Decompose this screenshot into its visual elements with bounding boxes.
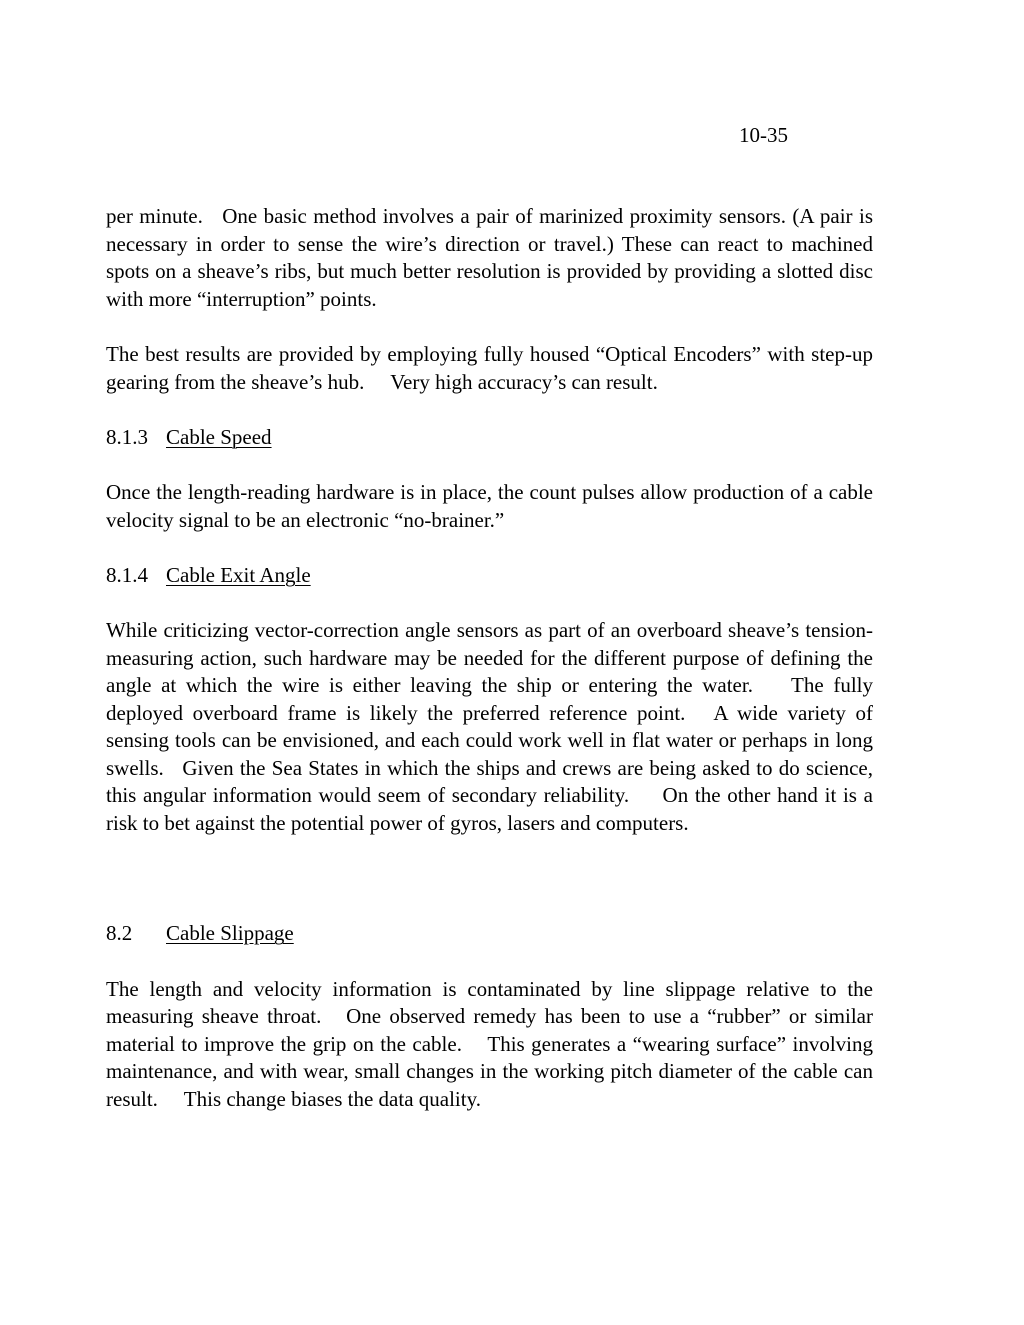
spacer [106, 396, 873, 424]
page-number: 10-35 [739, 123, 788, 147]
section-number: 8.2 [106, 921, 133, 946]
spacer [106, 534, 873, 562]
section-heading-cable-speed [106, 424, 873, 452]
paragraph-angle-sensors: While criticizing vector-correction angle sensors as part of an overboard sheave’s tension-measuring action, such hardware may be needed for the different purpose of defining the angle at which the wire is either leaving the ship or entering the water. The fully deployed overboard frame is likely the preferred reference point. A wide variety of sensing tools can be envisioned, and each could work well in flat water or perhaps in long swells. Given the Sea States in which the ships and crews are being asked to do science, this angular information would seem of secondary reliability. On the other hand it is a risk to bet against the potential power of gyros, lasers and computers. [106, 617, 879, 836]
section-heading-cable-exit-angle [106, 562, 873, 590]
paragraph-optical-encoders: The best results are provided by employing fully housed “Optical Encoders” with step-up gearing from the sheave’s hub. Very high accuracy’s can result. [106, 341, 879, 394]
spacer [106, 313, 873, 341]
section-heading-cable-slippage [106, 920, 873, 948]
paragraph-proximity-sensors: per minute. One basic method involves a pair of marinized proximity sensors. (A pair is necessary in order to sense the wire’s direction or travel.) These can react to machined spots on a sheave’s ribs, but much better resolution is provided by providing a slotted disc with more “interruption” points. [106, 204, 879, 311]
page-body [106, 203, 879, 1114]
spacer [106, 589, 873, 617]
spacer [106, 948, 873, 976]
section-title: Cable Exit Angle [166, 562, 311, 587]
section-number: 8.1.3 [106, 424, 148, 449]
spacer [106, 451, 873, 479]
paragraph-line-slippage: The length and velocity information is contaminated by line slippage relative to the measuring sheave throat. One observed remedy has been to use a “rubber” or similar material to improve the grip on the cable. This generates a “wearing surface” involving maintenance, and with wear, small changes in the working pitch diameter of the cable can result. This change biases the data quality. [106, 976, 879, 1112]
section-title: Cable Speed [166, 424, 272, 449]
section-number: 8.1.4 [106, 562, 148, 587]
section-title: Cable Slippage [166, 921, 294, 946]
spacer [106, 838, 873, 921]
paragraph-cable-velocity: Once the length-reading hardware is in place, the count pulses allow production of a cable velocity signal to be an electronic “no-brainer.” [106, 479, 879, 532]
